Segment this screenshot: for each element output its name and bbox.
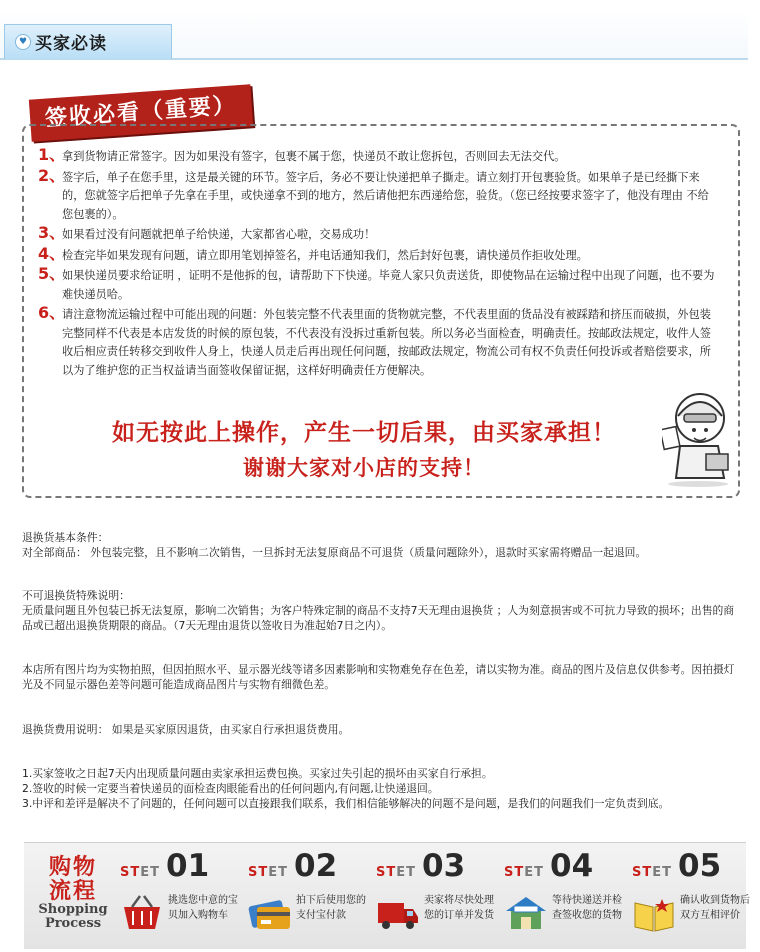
process-step-3 [376,849,498,945]
shopping-basket-icon [120,893,164,933]
photo-note: 本店所有图片均为实物拍照，但因拍照水平、显示器光线等诸多因素影响和实物难免存在色差，请以实物为准。商品的图片及信息仅供参考。因拍摄灯光及不同显示器色差等问题可能造成商品图片与实物有细微色差。 [22,663,735,691]
notice-banner: 签收必看（重要） [29,84,253,141]
process-label-en-2: Process [44,916,102,931]
process-step-4 [504,849,626,945]
process-label-cn-1: 购物 [48,854,97,880]
basic-text: 对全部商品： 外包装完整，且不影响二次销售，一旦拆封无法复原商品不可退货（质量问题除外），退款时买家需将赠品一起退回。 [22,546,647,559]
step-description: 卖家将尽快处理您的订单并发货 [424,895,494,921]
heart-icon: ♥ [15,34,31,50]
rule-1: 1.买家签收之日起7天内出现质量问题由卖家承担运费包换。买家过失引起的损坏由买家自行承担。 [22,767,493,780]
warning-line-2: 谢谢大家对小店的支持！ [243,456,485,480]
step-number: 03 [422,848,466,884]
item-text: 拿到货物请正常签字。因为如果没有签字，包裹不属于您，快递员不敢让您拆包，否则回去无法交代。 [62,150,566,163]
rule-3: 3.中评和差评是解决不了问题的，任何问题可以直接跟我们联系，我们相信能够解决的问题不是问题，是我们的问题我们一定负责到底。 [22,797,670,810]
step-word: STET [120,865,160,880]
step-number: 04 [550,848,594,884]
delivery-truck-icon [376,893,420,933]
special-conditions [22,588,742,633]
step-word: STET [248,865,288,880]
notice-box [22,124,740,498]
step-description: 挑选您中意的宝贝加入购物车 [168,895,238,921]
item-number: 1、 [38,145,66,164]
warning-line-1: 如无按此上操作，产生一切后果，由买家承担！ [112,420,616,446]
header-tab [4,24,172,59]
step-number: 02 [294,848,338,884]
notice-item [38,303,718,380]
step-word: STET [504,865,544,880]
item-text: 如果看过没有问题就把单子给快递，大家都省心啦，交易成功！ [62,228,376,241]
basic-title: 退换货基本条件： [22,531,109,544]
rule-2: 2.签收的时候一定要当着快递员的面检查肉眼能看出的任何问题内,有问题,让快递退回。 [22,782,439,795]
notice-item [38,165,718,225]
item-text: 检查完毕如果发现有问题，请立即用笔划掉签名，并电话通知我们，然后封好包裹，请快递员作拒收处理。 [62,248,588,262]
item-number: 6、 [38,303,66,322]
basic-conditions [22,530,742,560]
process-step-1 [120,849,242,945]
step-word: STET [376,865,416,880]
fee-note: 退换货费用说明： 如果是买家原因退货，由买家自行承担退货费用。 [22,723,350,736]
item-number: 3、 [38,223,66,242]
step-head [504,849,626,885]
item-text: 如果快递员要求给证明 ，证明不是他拆的包，请帮助下下快递。毕竟人家只负责送货，即使物品在运输过程中出现了问题，也不要为难快递员哈。 [62,269,715,301]
step-description: 确认收到货物后双方互相评价 [680,895,750,921]
item-number: 4、 [38,243,66,263]
item-text: 签字后，单子在您手里，这是最关键的环节。签字后，务必不要让快递把单子撕走。请立刻打开包裹验货。如果单子是已经撕下来的，您就签字后把单子先拿在手里，或快递拿不到的地方，然后请他把东西递给您，验货。（您已经按要求签字了，他没有理由 不给您包裹的）。 [62,170,709,221]
section-header [0,10,760,62]
page-title: 买家必读 [35,34,107,54]
shopping-process [24,842,750,949]
special-title: 不可退换货特殊说明： [22,589,130,602]
notice-item [38,243,718,266]
step-number: 01 [166,848,210,884]
step-head [120,849,242,885]
step-number: 05 [678,848,722,884]
shop-house-icon [504,893,548,933]
step-word: STET [632,865,672,880]
notice-item [38,145,718,167]
review-book-icon [632,893,676,933]
item-number: 5、 [38,264,66,283]
step-description: 等待快递送并检查签收您的货物 [552,895,622,921]
notice-list [38,145,718,382]
step-description: 拍下后使用您的支付宝付款 [296,895,366,921]
process-label-en-1: Shopping [38,902,108,917]
item-text: 请注意物流运输过程中可能出现的问题：外包装完整不代表里面的货物就完整，不代表里面的货品没有被踩踏和挤压而破损，外包装完整同样不代表是本店发货的时候的原包装，不代表没有没拆过重新包装。所以务必当面检查，明确责任。按邮政法规定，收件人签收后相应责任转移交到收件人身上，快递人员走后再出现任何问题，按邮政法规定，物流公司有权不负责任何投诉或者赔偿要求，所以为了维护您的正当权益请当面签收保留证据，这样好明确责任方便解决。 [62,308,711,377]
step-head [376,849,498,885]
step-head [632,849,754,885]
special-text: 无质量问题且外包装已拆无法复原，影响二次销售；为客户特殊定制的商品不支持7天无理由退换货 ；人为刻意损害或不可抗力导致的损坏；出售的商品或已超出退换货期限的商品。（7天无理由退货以签收日为准起始7日之内）。 [22,604,735,632]
process-label [28,855,118,931]
item-number: 2、 [38,165,66,185]
process-label-cn-2: 流程 [48,878,97,904]
courier-mascot-icon [662,388,734,488]
process-step-5 [632,849,754,945]
notice-item [38,264,718,304]
process-step-2 [248,849,370,945]
step-head [248,849,370,885]
notice-item [38,223,718,245]
payment-card-icon [248,893,292,933]
